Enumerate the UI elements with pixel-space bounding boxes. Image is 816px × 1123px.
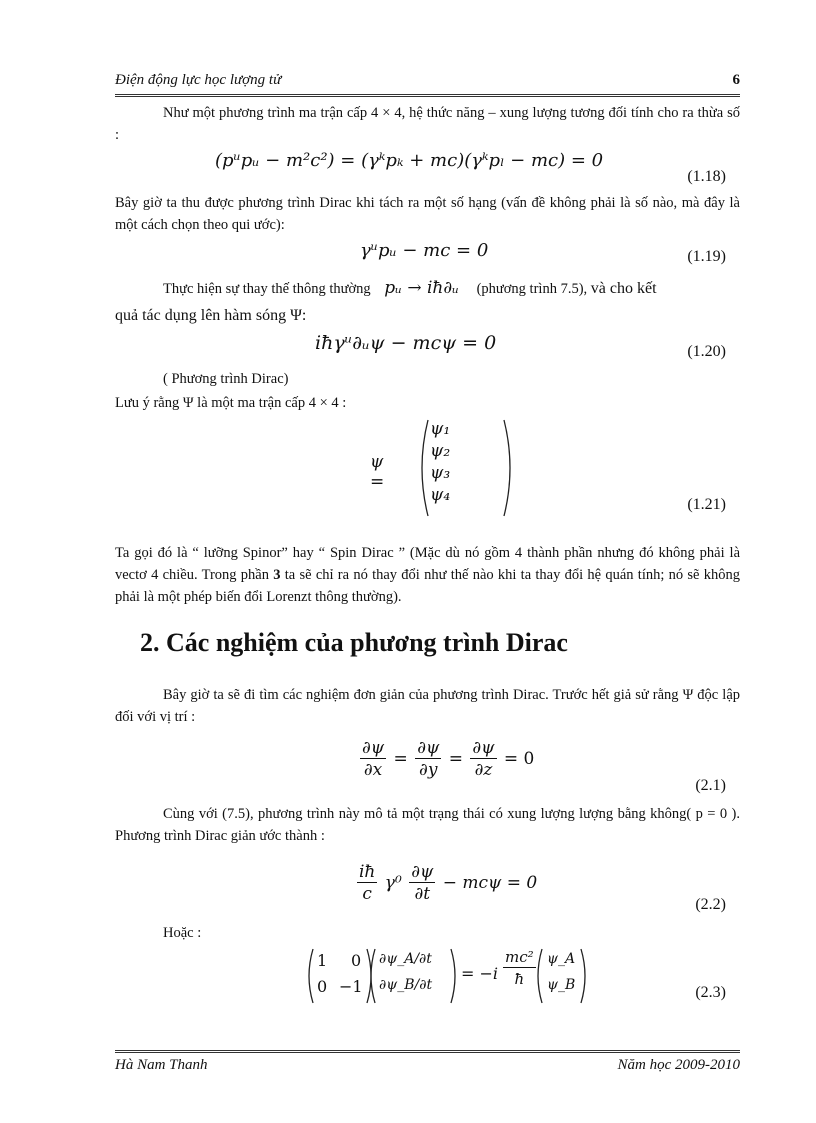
gamma-zero: γ⁰	[384, 873, 402, 893]
frac-den-hbar: ħ	[514, 970, 525, 988]
paragraph-3-line-2: quả tác dụng lên hàm sóng Ψ:	[115, 307, 307, 324]
equation-1-20: iħγᵘ∂ᵤψ − mcψ = 0	[315, 332, 497, 354]
fraction-dpsi-dx	[360, 738, 386, 781]
psi-lhs: ψ =	[370, 452, 385, 492]
paragraph-7: Cùng với (7.5), phương trình này mô tả một trạng thái có xung lượng lượng bằng không( p = 0 ). Phương trình Dirac giản ước thành :	[115, 806, 740, 844]
header-title: Điện động lực học lượng tử	[115, 72, 282, 88]
frac-num-ih: iħ	[359, 862, 376, 882]
paragraph-5	[115, 542, 740, 608]
substitution-expression: pᵤ → iħ∂ᵤ	[384, 278, 459, 298]
footer-year: Năm học 2009-2010	[617, 1057, 740, 1073]
page-number: 6	[732, 72, 740, 88]
vector-dpsiA-dt: ∂ψ_A/∂t	[379, 951, 432, 967]
frac-num-3: ∂ψ	[472, 738, 495, 758]
paragraph-3-text-b: (phương trình 7.5),	[476, 281, 588, 297]
equation-2-1-rhs: = 0	[503, 749, 535, 769]
fraction-ihbar-c	[357, 862, 377, 905]
equation-1-19: γᵘpᵤ − mc = 0	[360, 240, 489, 261]
paragraph-6: Bây giờ ta sẽ đi tìm các nghiệm đơn giản của phương trình Dirac. Trước hết giả sử rằng Ψ độc lập đối với vị trí :	[115, 687, 740, 725]
equation-number-2-3: (2.3)	[695, 984, 726, 1001]
equation-number-1-19: (1.19)	[687, 248, 726, 265]
section-heading: 2. Các nghiệm của phương trình Dirac	[140, 628, 568, 657]
frac-den-2: ∂y	[419, 760, 438, 780]
psi-component-2: ψ₂	[430, 441, 451, 461]
matrix-11: 1	[317, 951, 328, 970]
paragraph-1: Như một phương trình ma trận cấp 4 × 4, hệ thức năng – xung lượng tương đối tính cho ra thừa số :	[115, 105, 740, 143]
psi-component-4: ψ₄	[430, 485, 451, 505]
fraction-dpsi-dz	[470, 738, 496, 781]
fraction-mc2-hbar	[503, 947, 536, 990]
equation-2-3	[305, 945, 590, 1007]
vector-dpsiB-dt: ∂ψ_B/∂t	[379, 977, 433, 993]
frac-den-dt: ∂t	[414, 884, 431, 904]
paragraph-2: Bây giờ ta thu được phương trình Dirac khi tách ra một số hạng (vấn đề không phải là số nào, mà đây là một cách chọn theo qui ước):	[115, 195, 740, 233]
psi-component-1: ψ₁	[430, 419, 451, 439]
paragraph-5-text-a: Ta gọi đó là “ lưỡng Spinor” hay “ Spin Dirac ” (Mặc dù nó gồm 4 thành phần nhưng đó không phải là vectơ 4 chiều. Trong phần	[115, 545, 740, 583]
frac-den-3: ∂z	[474, 760, 493, 780]
frac-num-1: ∂ψ	[362, 738, 385, 758]
matrix-21: 0	[317, 977, 328, 996]
psi-component-3: ψ₃	[430, 463, 451, 483]
page-header	[115, 72, 740, 97]
equation-2-2-rhs: − mcψ = 0	[442, 873, 538, 893]
equation-2-2	[355, 862, 537, 905]
frac-den-1: ∂x	[363, 760, 383, 780]
footer-author: Hà Nam Thanh	[115, 1057, 208, 1073]
paragraph-3-text-a: Thực hiện sự thay thế thông thường	[163, 281, 371, 297]
matrix-22: −1	[339, 977, 363, 996]
equation-number-1-21: (1.21)	[687, 496, 726, 513]
vector-psiA: ψ_A	[547, 951, 576, 967]
fraction-dpsi-dt	[409, 862, 435, 905]
fraction-dpsi-dy	[415, 738, 441, 781]
paragraph-3-text-c: và cho kết	[590, 280, 657, 297]
page-footer	[115, 1050, 740, 1075]
equation-number-1-20: (1.20)	[687, 343, 726, 360]
frac-den-c: c	[362, 884, 372, 904]
equals-minus-i: = −i	[461, 964, 499, 983]
frac-num-2: ∂ψ	[417, 738, 440, 758]
paragraph-5-text-b: ta sẽ chỉ ra nó thay đổi như thế nào khi ta thay đổi hệ quán tính; nó sẽ không phải là một phép biến đổi Lorenzt thông thường).	[115, 567, 740, 605]
paragraph-4: Lưu ý rằng Ψ là một ma trận cấp 4 × 4 :	[115, 395, 347, 411]
vector-psiB: ψ_B	[547, 977, 576, 993]
psi-component-column	[430, 418, 450, 506]
equation-1-18: (pᵘpᵤ − m²c²) = (γᵏpₖ + mc)(γᵏpₗ − mc) = 0	[215, 150, 604, 171]
paragraph-3-line-1	[163, 277, 657, 300]
frac-num-mc2: mc²	[505, 948, 534, 966]
hoac-label: Hoặc :	[163, 925, 202, 941]
dirac-label: ( Phương trình Dirac)	[163, 371, 289, 387]
equation-2-1: $\frac{\partial\psi}{\partial x}$ = $\frac{\partial\psi}{\partial y}$ = $\frac{\partial\psi}{\partial z}$ = 0	[362, 738, 535, 780]
section-reference: 3	[273, 567, 281, 583]
matrix-12: 0	[351, 951, 362, 970]
equation-number-2-1: (2.1)	[695, 777, 726, 794]
frac-num-dpsi: ∂ψ	[411, 862, 434, 882]
equation-number-2-2: (2.2)	[695, 896, 726, 913]
equation-number-1-18: (1.18)	[687, 168, 726, 185]
